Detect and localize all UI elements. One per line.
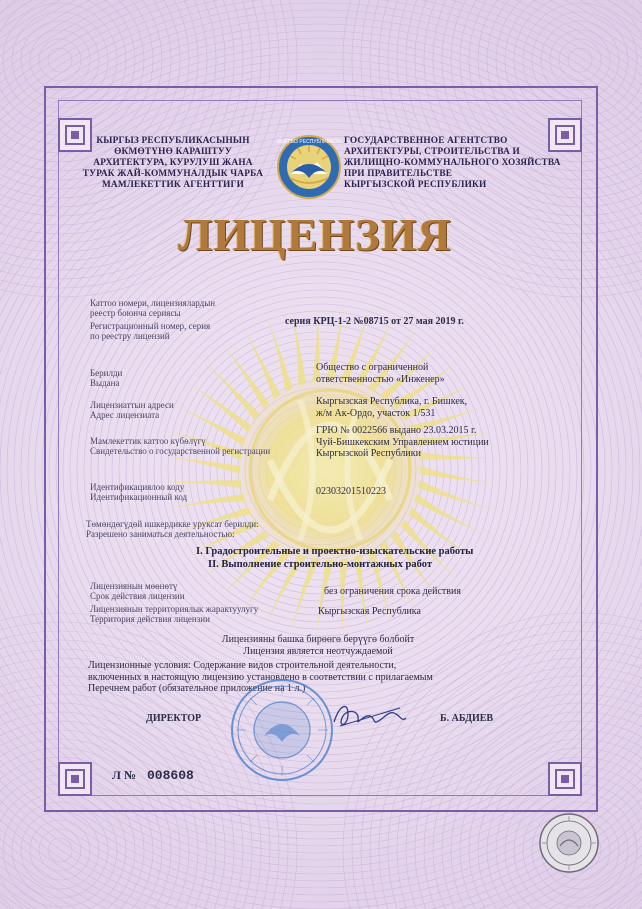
value-line: Кыргызской Республики (316, 448, 421, 459)
form-number (112, 768, 194, 783)
value-line: ГРЮ № 0022566 выдано 23.03.2015 г. (316, 425, 477, 436)
label-kyrgyz: Лицензиянын мөөнөтү (90, 581, 178, 591)
activity-list (196, 545, 536, 571)
label-russian: Разрешено заниматься деятельностью: (86, 529, 235, 539)
address-label (90, 400, 174, 420)
label-kyrgyz: Төмөндөгүдөй ишкердикке уруксат берилди: (86, 519, 259, 529)
transfer-note (150, 634, 486, 657)
label-kyrgyz: реестр боюнча сериясы (90, 308, 181, 318)
state-registration-label (90, 436, 270, 456)
activity-label (86, 519, 259, 539)
activity-item: I. Градостроительные и проектно-изыскательские работы (196, 546, 474, 557)
ident-code-value: 02303201510223 (316, 486, 386, 497)
header-left-line: ТУРАК ЖАЙ-КОММУНАЛДЫК ЧАРБА (82, 169, 264, 179)
territory-value: Кыргызская Республика (318, 606, 421, 617)
registry-value: серия КРЦ-1-2 №08715 от 27 мая 2019 г. (285, 316, 464, 327)
label-russian: Адрес лицензиата (90, 410, 160, 420)
activity-item: II. Выполнение строительно-монтажных работ (208, 559, 432, 570)
validity-value: без ограничения срока действия (324, 586, 461, 597)
validity-label (90, 581, 185, 601)
ident-code-label (90, 482, 187, 502)
label-russian: Срок действия лицензии (90, 591, 185, 601)
territory-label (90, 604, 258, 624)
state-registration-value (316, 425, 489, 460)
corner-ornament-bottom-right (548, 762, 582, 796)
header-right-line: ГОСУДАРСТВЕННОЕ АГЕНТСТВО (344, 136, 508, 146)
emblem-text: КЫРГЫЗ РЕСПУБЛИКАСЫ (277, 139, 341, 145)
signature-icon (330, 696, 410, 736)
label-kyrgyz: Мамлекеттик каттоо күбөлүгү (90, 436, 206, 446)
label-russian: по реестру лицензий (90, 331, 170, 341)
value-line: Чуй-Бишкекским Управлением юстиции (316, 436, 489, 448)
label-kyrgyz: Лицензиянын территориялык жарактуулугу (90, 604, 259, 614)
header-right-line: ПРИ ПРАВИТЕЛЬСТВЕ (344, 169, 453, 179)
official-stamp-icon (228, 676, 336, 784)
value-line: Общество с ограниченной (316, 362, 429, 373)
label-kyrgyz: Берилди (90, 368, 123, 378)
label-russian: Выдана (90, 378, 120, 388)
registry-label (90, 298, 215, 341)
header-left-line: АРХИТЕКТУРА, КУРУЛУШ ЖАНА (93, 158, 253, 168)
director-label: ДИРЕКТОР (146, 713, 202, 724)
document-title: ЛИЦЕНЗИЯ (178, 209, 452, 260)
value-line: Кыргызская Республика, г. Бишкек, (316, 396, 468, 407)
header-right-line: ЖИЛИЩНО-КОММУНАЛЬНОГО ХОЗЯЙСТВА (344, 158, 561, 168)
form-number-value: 008608 (147, 768, 194, 783)
condition-line: включенных в настоящую лицензию установлено в соответствии с прилагаемым (88, 671, 433, 683)
label-kyrgyz: Идентификациялоо коду (90, 482, 185, 492)
header-right (344, 136, 561, 191)
header-right-line: АРХИТЕКТУРЫ, СТРОИТЕЛЬСТВА И (344, 147, 520, 157)
header-left (78, 136, 268, 191)
value-line: ответственностью «Инженер» (316, 373, 445, 385)
header-left-line: КЫРГЫЗ РЕСПУБЛИКАСЫНЫН (96, 136, 250, 146)
label-kyrgyz: Каттоо номери, лицензиялардын (90, 298, 216, 308)
form-number-prefix: Л № (112, 768, 136, 782)
condition-line: Лицензионные условия: Содержание видов строительной деятельности, (88, 660, 397, 671)
header-left-line: ӨКМӨТҮНӨ КАРАШТУУ (114, 147, 232, 157)
label-russian: Регистрационный номер, серия (90, 321, 211, 331)
header-left-line: МАМЛЕКЕТТИК АГЕНТТИГИ (101, 180, 245, 190)
state-emblem-icon (276, 134, 342, 200)
transfer-line: Лицензияны башка бирөөгө берүүгө болбойт (221, 634, 415, 645)
label-russian: Территория действия лицензии (90, 614, 210, 624)
director-name: Б. АБДИЕВ (440, 713, 494, 724)
label-russian: Свидетельство о государственной регистрации (90, 446, 271, 456)
label-russian: Идентификационный код (90, 492, 188, 502)
header-right-line: КЫРГЫЗСКОЙ РЕСПУБЛИКИ (344, 180, 487, 190)
transfer-line: Лицензия является неотчуждаемой (243, 645, 393, 657)
label-kyrgyz: Лицензиаттын адреси (90, 400, 174, 410)
condition-line: Перечнем работ (обязательное приложение на 1 л.) (88, 683, 306, 694)
corner-ornament-bottom-left (58, 762, 92, 796)
hologram-seal-icon (538, 812, 600, 874)
value-line: ж/м Ак-Ордо, участок 1/531 (316, 407, 436, 419)
issued-to-label (90, 368, 122, 388)
address-value (316, 396, 467, 419)
issued-to-value (316, 362, 445, 385)
